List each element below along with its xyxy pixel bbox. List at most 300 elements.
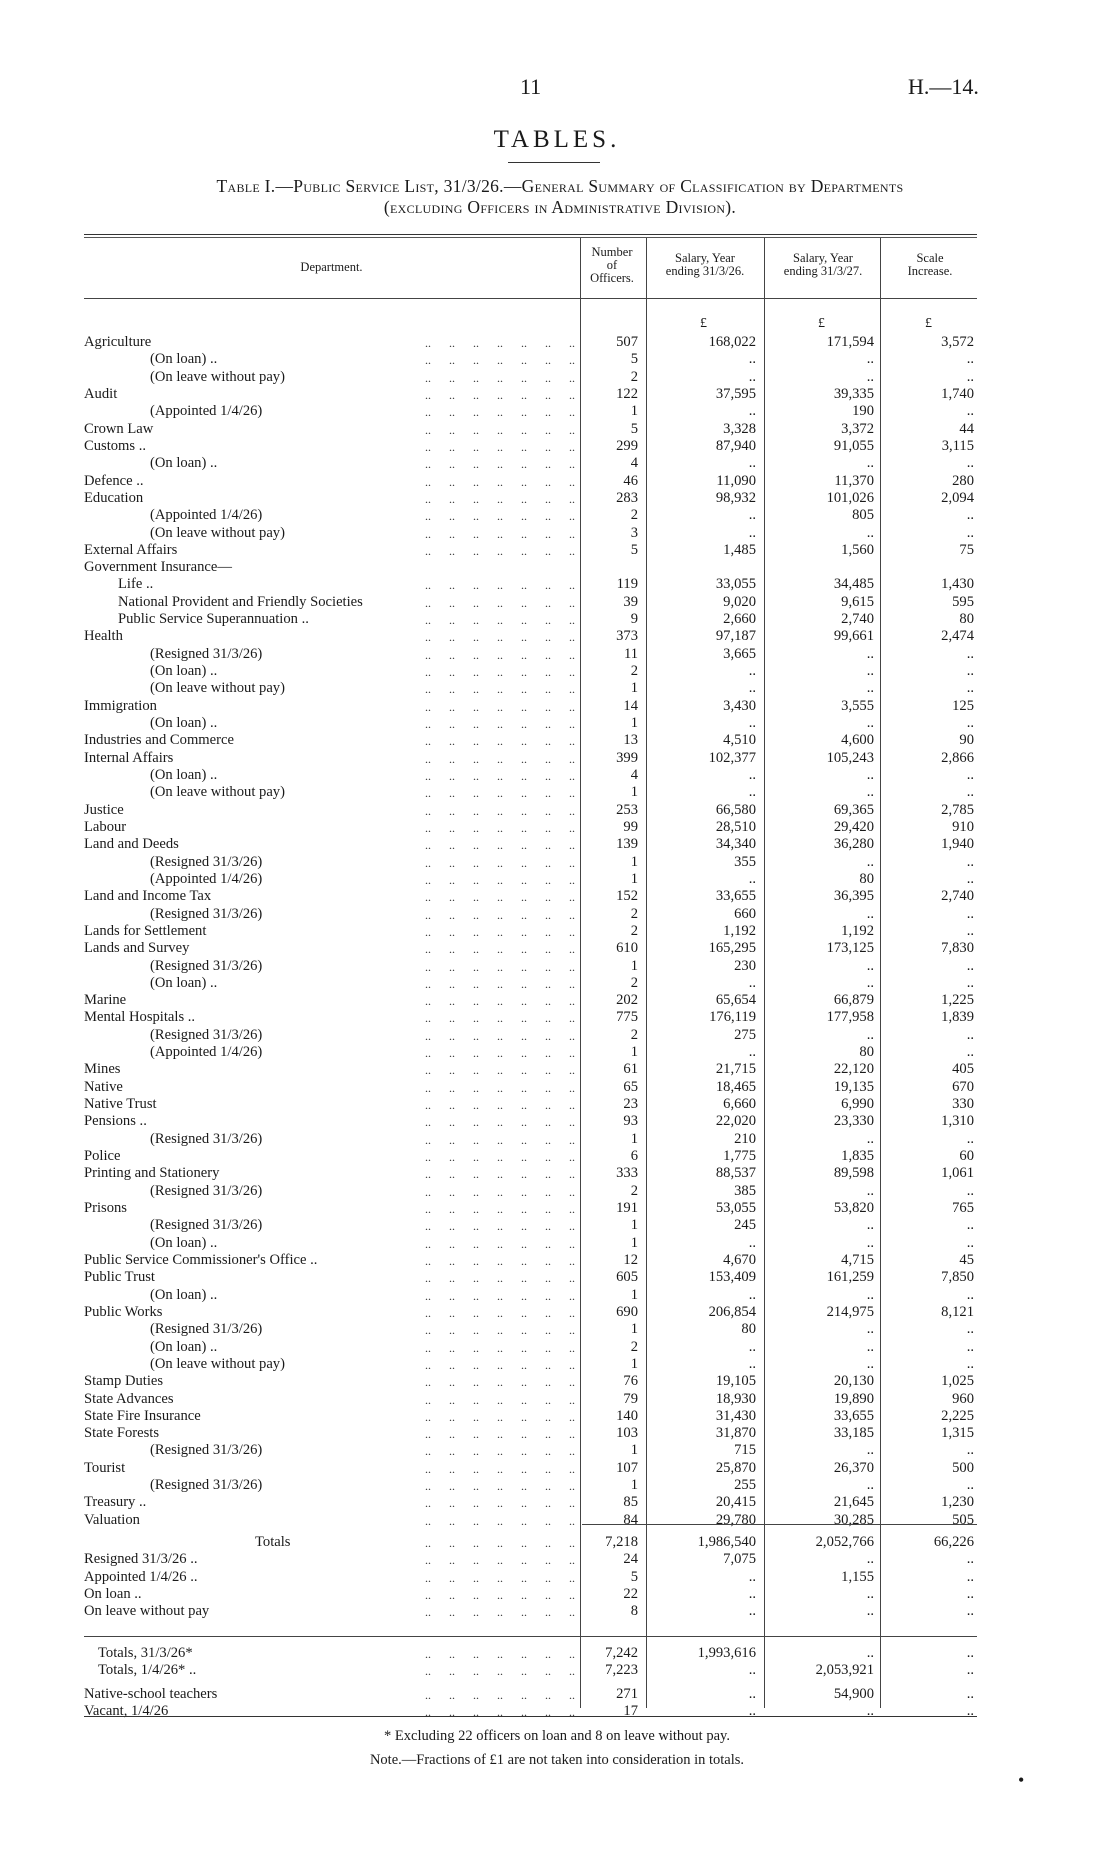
scale-increase: .. — [966, 870, 974, 887]
salary-1927: .. — [866, 1234, 874, 1251]
officer-count: 65 — [623, 1078, 638, 1095]
rows-row — [0, 750, 1114, 767]
officer-count: 122 — [616, 385, 638, 402]
header-salary-1926-line-1: Salary, Year — [675, 251, 735, 265]
officer-count: 2 — [630, 1182, 638, 1199]
salary-1926: .. — [748, 1044, 756, 1061]
leader-dots: .. .. .. .. .. .. .. — [425, 1202, 575, 1216]
scale-increase: 80 — [959, 611, 974, 628]
leader-dots: .. .. .. .. .. .. .. — [425, 1063, 575, 1078]
rows-row — [0, 1183, 1114, 1200]
rows-row — [0, 507, 1114, 524]
rows-row — [0, 1217, 1114, 1234]
salary-1927: 105,243 — [826, 749, 874, 766]
salary-1927: 171,594 — [826, 334, 874, 350]
officer-count: 79 — [623, 1390, 638, 1407]
rows-row — [0, 1269, 1114, 1286]
officer-count: 7,242 — [605, 1645, 638, 1661]
leader-dots: .. .. .. .. .. .. .. — [425, 838, 575, 853]
salary-1926: 385 — [734, 1182, 756, 1199]
scale-increase: .. — [966, 767, 974, 783]
officer-count: 1 — [630, 1044, 638, 1061]
rows-row — [0, 1356, 1114, 1373]
leader-dots: .. .. .. .. .. .. .. — [425, 717, 575, 732]
salary-1926: 18,465 — [715, 1078, 756, 1095]
leader-dots: .. .. .. .. .. .. .. — [425, 457, 575, 472]
salary-1926: .. — [748, 1286, 756, 1303]
row-label: On loan .. — [84, 1585, 142, 1602]
officer-count: 1 — [630, 1355, 638, 1372]
salary-1927: 21,645 — [833, 1494, 874, 1511]
scale-increase: .. — [966, 1662, 974, 1679]
leader-dots: .. .. .. .. .. .. .. — [425, 1150, 575, 1165]
rows-row — [0, 1442, 1114, 1459]
salary-1926: .. — [748, 368, 756, 385]
salary-1926: .. — [748, 1234, 756, 1251]
row-label: (Appointed 1/4/26) — [150, 870, 263, 887]
salary-1927: 214,975 — [826, 1303, 874, 1320]
officer-count: 76 — [623, 1373, 638, 1390]
officer-count: 23 — [623, 1096, 638, 1113]
salary-1926: 98,932 — [715, 489, 756, 506]
salary-1926: 230 — [734, 957, 756, 974]
rows-row — [0, 784, 1114, 801]
row-label: Stamp Duties — [84, 1373, 164, 1390]
salary-1926: 355 — [734, 853, 756, 870]
officer-count: 253 — [616, 801, 638, 818]
rows-row — [0, 542, 1114, 559]
scale-increase: .. — [966, 1645, 974, 1661]
salary-1927: .. — [866, 1645, 874, 1661]
salary-1927: .. — [866, 905, 874, 922]
rows-row — [0, 1044, 1114, 1061]
salary-1926: 1,775 — [723, 1148, 756, 1165]
table-top-rule-inner — [84, 237, 977, 238]
scale-increase: 2,225 — [941, 1407, 974, 1424]
grand_totals-row — [0, 1645, 1114, 1662]
totals-row — [0, 1603, 1114, 1620]
officer-count: 103 — [616, 1425, 638, 1442]
officer-count: 399 — [616, 749, 638, 766]
row-label: Industries and Commerce — [84, 732, 234, 749]
title-rule — [508, 162, 600, 163]
rows-row — [0, 473, 1114, 490]
scale-increase: .. — [966, 784, 974, 801]
row-label: Pensions .. — [84, 1113, 147, 1130]
row-label: (On loan) .. — [150, 767, 218, 783]
salary-1926: 87,940 — [715, 437, 756, 454]
row-label: (On leave without pay) — [150, 680, 285, 697]
scale-increase: 60 — [959, 1148, 974, 1165]
leader-dots: .. .. .. .. .. .. .. — [425, 1496, 575, 1511]
officer-count: 39 — [623, 593, 638, 610]
salary-1926: 31,870 — [715, 1425, 756, 1442]
officer-count: 61 — [623, 1061, 638, 1078]
scale-increase: .. — [966, 368, 974, 385]
row-label: Defence .. — [84, 472, 144, 489]
officer-count: 1 — [630, 715, 638, 732]
scale-increase: 2,785 — [941, 801, 974, 818]
salary-1927: 2,740 — [841, 611, 874, 628]
scale-increase: .. — [966, 905, 974, 922]
header-number-line-3: Officers. — [590, 271, 634, 285]
leader-dots: .. .. .. .. .. .. .. — [425, 422, 575, 437]
salary-1926: 206,854 — [708, 1303, 756, 1320]
officer-count: 299 — [616, 437, 638, 454]
leader-dots: .. .. .. .. .. .. .. — [425, 1409, 575, 1424]
rows-row — [0, 1304, 1114, 1321]
scale-increase: 66,226 — [933, 1534, 974, 1550]
rows-row — [0, 732, 1114, 749]
salary-1927: 4,600 — [841, 732, 874, 749]
rows-row — [0, 767, 1114, 784]
row-label: Totals, 1/4/26* .. — [98, 1662, 197, 1679]
rows-row — [0, 1477, 1114, 1494]
row-label: (On loan) .. — [150, 1234, 218, 1251]
salary-1927: 177,958 — [826, 1009, 874, 1026]
scale-increase: 2,740 — [941, 888, 974, 905]
row-label: Public Service Commissioner's Office .. — [84, 1251, 318, 1268]
leader-dots: .. .. .. .. .. .. .. — [425, 474, 575, 489]
rows-row — [0, 403, 1114, 420]
officer-count: 1 — [630, 853, 638, 870]
salary-1927: .. — [866, 351, 874, 368]
salary-1926: 21,715 — [715, 1061, 756, 1078]
salary-1926: 660 — [734, 905, 756, 922]
row-label: (Resigned 31/3/26) — [150, 645, 263, 662]
row-label: (On leave without pay) — [150, 368, 285, 385]
scale-increase: 1,310 — [941, 1113, 974, 1130]
salary-1926: 25,870 — [715, 1459, 756, 1476]
row-label: (Resigned 31/3/26) — [150, 1182, 263, 1199]
header-salary-1926-line-2: ending 31/3/26. — [665, 264, 745, 278]
scale-increase: 280 — [952, 472, 974, 489]
salary-1927: .. — [866, 784, 874, 801]
header-scale-line-2: Increase. — [907, 264, 953, 278]
row-label: Land and Deeds — [84, 836, 179, 853]
totals-row — [0, 1551, 1114, 1568]
rows-row — [0, 1494, 1114, 1511]
leader-dots: .. .. .. .. .. .. .. — [425, 1271, 575, 1286]
salary-1927: .. — [866, 663, 874, 680]
row-label: (Resigned 31/3/26) — [150, 957, 263, 974]
scale-increase: 90 — [959, 732, 974, 749]
leader-dots: .. .. .. .. .. .. .. — [425, 1028, 575, 1043]
officer-count: 1 — [630, 1217, 638, 1234]
officer-count: 152 — [616, 888, 638, 905]
salary-1927: 101,026 — [826, 489, 874, 506]
scale-increase: 45 — [959, 1251, 974, 1268]
rows-row — [0, 611, 1114, 628]
rows-row — [0, 802, 1114, 819]
currency-sign-salary-1927: £ — [818, 316, 825, 331]
leader-dots: .. .. .. .. .. .. .. — [425, 1080, 575, 1095]
salary-1926: .. — [748, 1338, 756, 1355]
row-label: External Affairs — [84, 541, 178, 558]
scale-increase: 1,940 — [941, 836, 974, 853]
officer-count: 5 — [630, 351, 638, 368]
salary-1926: .. — [748, 507, 756, 524]
rows-row — [0, 351, 1114, 368]
leader-dots: .. .. .. .. .. .. .. — [425, 1011, 575, 1026]
totals-row — [0, 1569, 1114, 1586]
officer-count: 2 — [630, 368, 638, 385]
scale-increase: .. — [966, 715, 974, 732]
rows-row — [0, 1165, 1114, 1182]
salary-1927: 33,185 — [833, 1425, 874, 1442]
salary-1927: 54,900 — [833, 1686, 874, 1702]
scale-increase: .. — [966, 1321, 974, 1338]
salary-1926: 1,986,540 — [697, 1534, 756, 1550]
leader-dots: .. .. .. .. .. .. .. — [425, 1375, 575, 1390]
scale-increase: .. — [966, 853, 974, 870]
salary-1926: 19,105 — [715, 1373, 756, 1390]
officer-count: 4 — [630, 455, 638, 472]
row-label: (Resigned 31/3/26) — [150, 853, 263, 870]
rows-row — [0, 1009, 1114, 1026]
leader-dots: .. .. .. .. .. .. .. — [425, 665, 575, 680]
officer-count: 1 — [630, 1234, 638, 1251]
scale-increase: 3,572 — [941, 334, 974, 350]
leader-dots: .. .. .. .. .. .. .. — [425, 1236, 575, 1251]
salary-1927: .. — [866, 524, 874, 541]
officer-count: 2 — [630, 974, 638, 991]
row-label: (On loan) .. — [150, 1286, 218, 1303]
leader-dots: .. .. .. .. .. .. .. — [425, 855, 575, 870]
row-label: Tourist — [84, 1459, 126, 1476]
rows-row — [0, 646, 1114, 663]
header-salary-1927-line-1: Salary, Year — [793, 251, 853, 265]
scale-increase: 1,025 — [941, 1373, 974, 1390]
header-department: Department. — [300, 260, 363, 274]
scale-increase: .. — [966, 974, 974, 991]
leader-dots: .. .. .. .. .. .. .. — [425, 405, 575, 420]
leader-dots: .. .. .. .. .. .. .. — [425, 1184, 575, 1199]
leader-dots: .. .. .. .. .. .. .. — [425, 942, 575, 957]
leader-dots: .. .. .. .. .. .. .. — [425, 370, 575, 385]
salary-1927: 2,052,766 — [815, 1534, 874, 1550]
leader-dots: .. .. .. .. .. .. .. — [425, 630, 575, 645]
officer-count: 11 — [623, 645, 638, 662]
header-salary-1927 — [766, 252, 880, 278]
rows-row — [0, 663, 1114, 680]
salary-1927: .. — [866, 1338, 874, 1355]
leader-dots: .. .. .. .. .. .. .. — [425, 699, 575, 714]
officer-count: 24 — [623, 1551, 638, 1568]
salary-1926: .. — [748, 1703, 756, 1720]
row-label: (On loan) .. — [150, 1338, 218, 1355]
row-label: (On loan) .. — [150, 715, 218, 732]
rows-row — [0, 1321, 1114, 1338]
officer-count: 5 — [630, 1568, 638, 1585]
rows-row — [0, 1061, 1114, 1078]
row-label: Police — [84, 1148, 121, 1165]
rows-row — [0, 594, 1114, 611]
row-label: Public Service Superannuation .. — [118, 611, 309, 628]
header-scale-line-1: Scale — [916, 251, 944, 265]
leader-dots: .. .. .. .. .. .. .. — [425, 1605, 575, 1620]
extra-row — [0, 1686, 1114, 1703]
row-label: (Resigned 31/3/26) — [150, 1477, 263, 1494]
scale-increase: .. — [966, 1217, 974, 1234]
leader-dots: .. .. .. .. .. .. .. — [425, 491, 575, 506]
page-number: 11 — [520, 74, 542, 99]
scale-increase: .. — [966, 1338, 974, 1355]
leader-dots: .. .. .. .. .. .. .. — [425, 820, 575, 835]
officer-count: 93 — [623, 1113, 638, 1130]
officer-count: 1 — [630, 1442, 638, 1459]
salary-1926: 11,090 — [716, 472, 756, 489]
scale-increase: .. — [966, 1442, 974, 1459]
salary-1927: .. — [866, 1603, 874, 1620]
leader-dots: .. .. .. .. .. .. .. — [425, 578, 575, 593]
scale-increase: .. — [966, 507, 974, 524]
salary-1927: .. — [866, 1286, 874, 1303]
salary-1927: 1,835 — [841, 1148, 874, 1165]
header-salary-1926 — [648, 252, 762, 278]
salary-1927: 39,335 — [833, 385, 874, 402]
row-label: Internal Affairs — [84, 749, 174, 766]
officer-count: 2 — [630, 507, 638, 524]
leader-dots: .. .. .. .. .. .. .. — [425, 336, 575, 350]
leader-dots: .. .. .. .. .. .. .. — [425, 1536, 575, 1550]
scale-increase: 7,830 — [941, 940, 974, 957]
rows-row — [0, 940, 1114, 957]
row-label: Native — [84, 1078, 123, 1095]
salary-1927: 19,135 — [833, 1078, 874, 1095]
salary-1927: 3,555 — [841, 697, 874, 714]
leader-dots: .. .. .. .. .. .. .. — [425, 1647, 575, 1661]
salary-1926: .. — [748, 1603, 756, 1620]
row-label: Mental Hospitals .. — [84, 1009, 196, 1026]
salary-1927: .. — [866, 1130, 874, 1147]
row-label: (Resigned 31/3/26) — [150, 1026, 263, 1043]
scale-increase: .. — [966, 663, 974, 680]
salary-1927: .. — [866, 957, 874, 974]
rows-row — [0, 975, 1114, 992]
salary-1926: 3,430 — [723, 697, 756, 714]
scale-increase: 330 — [952, 1096, 974, 1113]
leader-dots: .. .. .. .. .. .. .. — [425, 682, 575, 697]
rows-row — [0, 1408, 1114, 1425]
salary-1927: 36,280 — [833, 836, 874, 853]
salary-1926: 153,409 — [708, 1269, 756, 1286]
row-label: Native Trust — [84, 1096, 157, 1113]
salary-1927: 1,560 — [841, 541, 874, 558]
salary-1927: 80 — [859, 870, 874, 887]
salary-1927: 66,879 — [833, 992, 874, 1009]
salary-1927: .. — [866, 1321, 874, 1338]
header-number-of-officers — [582, 246, 642, 285]
row-label: Justice — [84, 801, 124, 818]
salary-1927: .. — [866, 1551, 874, 1568]
officer-count: 1 — [630, 1321, 638, 1338]
scale-increase: 1,061 — [941, 1165, 974, 1182]
caption-line-2: (excluding Officers in Administrative Division). — [383, 197, 737, 217]
leader-dots: .. .. .. .. .. .. .. — [425, 1705, 575, 1720]
salary-1926: .. — [748, 455, 756, 472]
scale-increase: 1,315 — [941, 1425, 974, 1442]
salary-1927: 6,990 — [841, 1096, 874, 1113]
salary-1927: .. — [866, 1442, 874, 1459]
officer-count: 17 — [623, 1703, 638, 1720]
salary-1927: 1,192 — [841, 922, 874, 939]
row-label: Totals — [255, 1534, 291, 1550]
row-label: Marine — [84, 992, 127, 1009]
scale-increase: 405 — [952, 1061, 974, 1078]
salary-1926: 3,665 — [723, 645, 756, 662]
rows-row — [0, 1252, 1114, 1269]
scale-increase: 7,850 — [941, 1269, 974, 1286]
salary-1926: 2,660 — [723, 611, 756, 628]
officer-count: 373 — [616, 628, 638, 645]
row-label: Vacant, 1/4/26 — [84, 1703, 169, 1720]
row-label: (On loan) .. — [150, 663, 218, 680]
scale-increase: .. — [966, 1026, 974, 1043]
salary-1927: .. — [866, 455, 874, 472]
rows-row — [0, 1096, 1114, 1113]
scale-increase: .. — [966, 922, 974, 939]
rows-row — [0, 819, 1114, 836]
leader-dots: .. .. .. .. .. .. .. — [425, 387, 575, 402]
rows-row — [0, 1079, 1114, 1096]
grand-totals-rule — [84, 1636, 977, 1637]
leader-dots: .. .. .. .. .. .. .. — [425, 803, 575, 818]
scale-increase: 2,866 — [941, 749, 974, 766]
rows-row — [0, 992, 1114, 1009]
salary-1926: 80 — [741, 1321, 756, 1338]
leader-dots: .. .. .. .. .. .. .. — [425, 1219, 575, 1234]
row-label: Appointed 1/4/26 .. — [84, 1568, 198, 1585]
scale-increase: .. — [966, 1044, 974, 1061]
salary-1927: .. — [866, 368, 874, 385]
officer-count: 2 — [630, 1026, 638, 1043]
row-label: Lands and Survey — [84, 940, 190, 957]
officer-count: 6 — [630, 1148, 638, 1165]
tables-title: TABLES. — [493, 126, 621, 153]
salary-1927: 33,655 — [833, 1407, 874, 1424]
scale-increase: .. — [966, 1286, 974, 1303]
salary-1927: .. — [866, 1217, 874, 1234]
leader-dots: .. .. .. .. .. .. .. — [425, 872, 575, 887]
officer-count: 5 — [630, 420, 638, 437]
leader-dots: .. .. .. .. .. .. .. — [425, 1513, 575, 1528]
scale-increase: 765 — [952, 1200, 974, 1216]
leader-dots: .. .. .. .. .. .. .. — [425, 647, 575, 662]
leader-dots: .. .. .. .. .. .. .. — [425, 1098, 575, 1113]
scale-increase: 910 — [952, 818, 974, 835]
salary-1926: .. — [748, 784, 756, 801]
officer-count: 690 — [616, 1303, 638, 1320]
officer-count: 1 — [630, 784, 638, 801]
salary-1926: 1,192 — [723, 922, 756, 939]
rows-row — [0, 923, 1114, 940]
scale-increase: .. — [966, 957, 974, 974]
salary-1926: 33,055 — [715, 576, 756, 593]
salary-1927: 161,259 — [826, 1269, 874, 1286]
row-label: (Appointed 1/4/26) — [150, 403, 263, 420]
rows-row — [0, 888, 1114, 905]
officer-count: 2 — [630, 663, 638, 680]
officer-count: 610 — [616, 940, 638, 957]
officer-count: 202 — [616, 992, 638, 1009]
salary-1926: 210 — [734, 1130, 756, 1147]
leader-dots: .. .. .. .. .. .. .. — [425, 751, 575, 766]
salary-1927: 36,395 — [833, 888, 874, 905]
leader-dots: .. .. .. .. .. .. .. — [425, 595, 575, 610]
leader-dots: .. .. .. .. .. .. .. — [425, 1664, 575, 1679]
salary-1926: 176,119 — [709, 1009, 756, 1026]
